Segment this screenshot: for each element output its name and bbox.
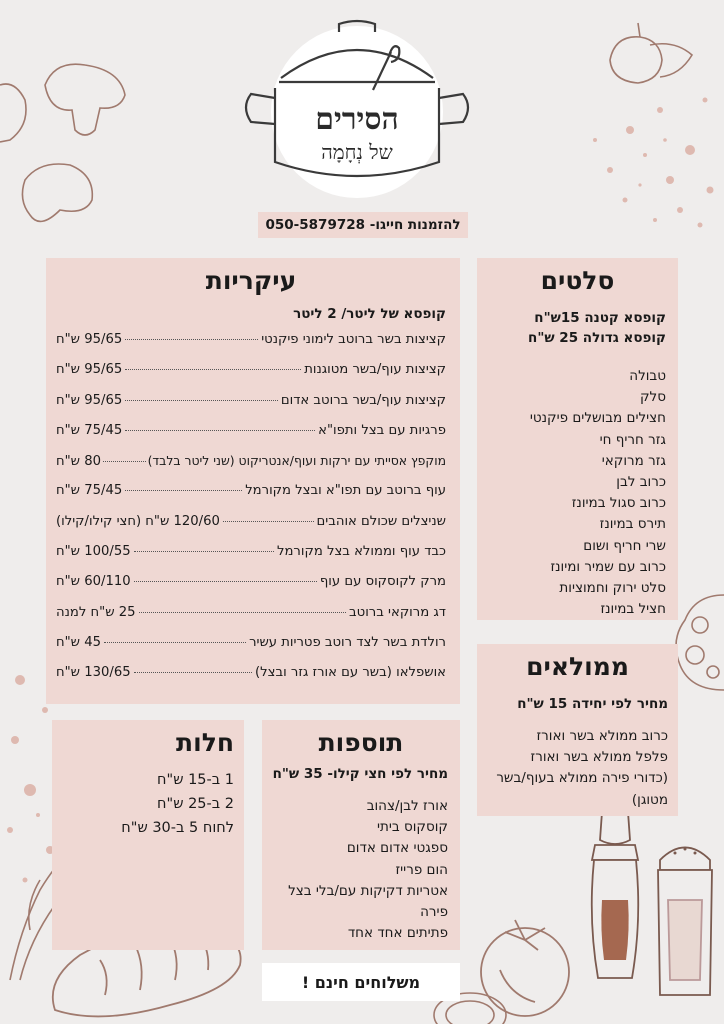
challah-panel (52, 720, 244, 950)
mains-panel (46, 258, 460, 704)
list-item: קציצות בשר ברוטב לימוני פיקנטי 95/65 ש"ח (56, 332, 446, 347)
salads-price-large: קופסא גדולה 25 ש"ח (528, 330, 666, 346)
list-item: (כדורי פירה ממולא בעוף/בשר (496, 770, 668, 787)
list-item: תירס במיונז (599, 516, 666, 533)
list-item: מרק לקוסקוס עם עוף 60/110 ש"ח (56, 574, 446, 590)
list-item: פרגיות עם בצל ותפו"א 75/45 ש"ח (56, 422, 446, 438)
list-item: ספגטי אדום אדום (346, 840, 448, 857)
list-item: כרוב סגול במיונז (571, 495, 666, 512)
list-item: אושפלאו (בשר עם אורז גזר ובצל) 130/65 ש"ח (56, 665, 446, 681)
list-item: גזר חריף חי (599, 431, 666, 448)
salads-list (489, 366, 666, 620)
list-item: קוסקוס ביתי (376, 819, 448, 836)
list-item: פתיתים אחד אחד (347, 925, 448, 942)
sides-title: תוספות (318, 728, 404, 757)
order-phone-banner (258, 212, 468, 238)
list-item: חצילים מבושלים פיקנטי (529, 410, 666, 427)
list-item: כרוב לבן (616, 474, 666, 491)
list-item: כרוב עם שמיר ומיונז (550, 558, 666, 575)
sides-subtitle: מחיר לפי חצי קילו- 35 ש"ח (272, 766, 448, 782)
list-item: פלפל ממולא בשר ואורז (530, 749, 668, 766)
free-delivery-banner (262, 963, 460, 1001)
list-item: סלק (639, 389, 666, 406)
logo-subtitle: של נְחָמָה (321, 140, 393, 164)
stuffed-list (487, 726, 668, 811)
order-phone-text: להזמנות חייגו- 050-5879728 (265, 217, 461, 233)
salads-panel (477, 258, 678, 620)
challah-title: חלות (176, 728, 234, 757)
sides-list (274, 796, 448, 944)
list-item: כרוב ממולא בשר ואורז (536, 728, 668, 744)
mains-list (56, 332, 446, 696)
salads-price-small: קופסא קטנה 15ש"ח (534, 310, 666, 326)
stuffed-title: ממולאים (526, 652, 629, 681)
mushroom-icon (0, 30, 140, 220)
list-item: גזר מרוקאי (601, 452, 666, 469)
challah-list (62, 768, 234, 840)
mains-title: עיקריות (205, 266, 297, 295)
list-item: מוקפץ אסייתי עם ירקות ועוף/אנטריקוט (שני ליטר בלבד) 80 ש"ח (56, 453, 446, 470)
salt-shaker-icon (650, 835, 720, 1000)
mains-subtitle: קופסא של ליטר/ 2 ליטר (293, 306, 446, 322)
stuffed-subtitle: מחיר לפי יחידה 15 ש"ח (517, 696, 668, 712)
logo (243, 12, 471, 202)
list-item: לחוח 5 ב-30 ש"ח (121, 820, 234, 836)
free-delivery-text: משלוחים חינם ! (301, 972, 421, 992)
garlic-icon (600, 15, 700, 90)
list-item: טבולה (629, 368, 666, 384)
salads-title: סלטים (540, 266, 615, 295)
list-item: חציל במיונז (600, 601, 666, 618)
list-item: אטריות דקיקות עם/בלי בצל (288, 882, 448, 899)
sides-panel (262, 720, 460, 950)
list-item: 2 ב-25 ש"ח (157, 796, 234, 812)
stuffed-panel (477, 644, 678, 816)
list-item: סלט ירוק וחמוציות (559, 580, 666, 597)
list-item: דג מרוקאי ברוטב 25 ש"ח למנה (56, 604, 446, 620)
list-item: שניצלים שכולם אוהבים 120/60 ש"ח (חצי קילו/קילו) (56, 513, 446, 529)
list-item: קציצות עוף/בשר מטוגנות 95/65 ש"ח (56, 362, 446, 378)
list-item: הום פרייז (395, 861, 448, 878)
list-item: שרי חריף ושום (583, 537, 666, 554)
list-item: מטוגן) (631, 791, 668, 808)
list-item: עוף ברוטב עם תפו"א ובצל מקורמל 75/45 ש"ח (56, 483, 446, 499)
list-item: כבד עוף וממולא בצל מקורמל 100/55 ש"ח (56, 544, 446, 560)
list-item: 1 ב-15 ש"ח (157, 772, 234, 788)
list-item: אורז לבן/צהוב (366, 798, 448, 814)
list-item: פירה (420, 904, 448, 921)
pepper-mill-icon (580, 800, 650, 985)
list-item: קציצות עוף/בשר ברוטב אדום 95/65 ש"ח (56, 392, 446, 408)
logo-title: הסירים (315, 102, 399, 137)
list-item: רולדת בשר לצד רוטב פטריות עשיר 45 ש"ח (56, 634, 446, 650)
